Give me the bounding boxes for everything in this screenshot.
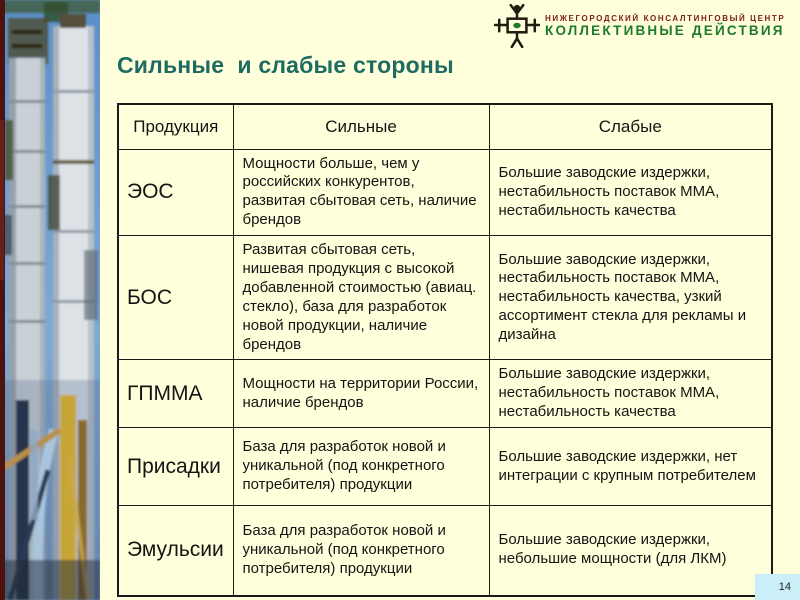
product-cell: ГПММА [118, 360, 233, 428]
strengths-cell: База для разработок новой и уникальной (под конкретного потребителя) продукции [233, 506, 489, 596]
logo [494, 4, 785, 48]
refinery-photo [0, 0, 100, 600]
product-cell: ЭОС [118, 149, 233, 236]
logo-org-subname: КОЛЛЕКТИВНЫЕ ДЕЙСТВИЯ [545, 23, 785, 38]
swot-table [117, 103, 773, 597]
weaknesses-cell: Большие заводские издержки, нестабильность поставок ММА, нестабильность качества [489, 149, 772, 236]
strengths-cell: База для разработок новой и уникальной (под конкретного потребителя) продукции [233, 428, 489, 506]
page-title: Сильные и слабые стороны [117, 52, 454, 78]
table-header-row [118, 104, 772, 149]
weaknesses-cell: Большие заводские издержки, небольшие мощности (для ЛКМ) [489, 506, 772, 596]
weaknesses-cell: Большие заводские издержки, нестабильность поставок ММА, нестабильность качества [489, 360, 772, 428]
weaknesses-cell: Большие заводские издержки, нестабильность поставок ММА, нестабильность качества, узкий ассортимент стекла для рекламы и дизайна [489, 236, 772, 360]
table-row [118, 149, 772, 236]
table-body [118, 149, 772, 596]
weaknesses-cell: Большие заводские издержки, нет интеграции с крупным потребителем [489, 428, 772, 506]
strengths-cell: Мощности на территории России, наличие брендов [233, 360, 489, 428]
product-cell: БОС [118, 236, 233, 360]
logo-icon [494, 4, 540, 48]
table-row [118, 428, 772, 506]
table-row [118, 360, 772, 428]
table-row [118, 236, 772, 360]
strengths-cell: Развитая сбытовая сеть, нишевая продукция с высокой добавленной стоимостью (авиац. стекло), база для разработок новой продукции, наличие брендов [233, 236, 489, 360]
product-cell: Присадки [118, 428, 233, 506]
col-header-weaknesses: Слабые [489, 104, 772, 149]
product-cell: Эмульсии [118, 506, 233, 596]
strengths-cell: Мощности больше, чем у российских конкурентов, развитая сбытовая сеть, наличие брендов [233, 149, 489, 236]
col-header-strengths: Сильные [233, 104, 489, 149]
logo-org-name: НИЖЕГОРОДСКИЙ КОНСАЛТИНГОВЫЙ ЦЕНТР [545, 14, 786, 23]
table-row [118, 506, 772, 596]
page-number: 14 [755, 574, 800, 600]
col-header-product: Продукция [118, 104, 233, 149]
